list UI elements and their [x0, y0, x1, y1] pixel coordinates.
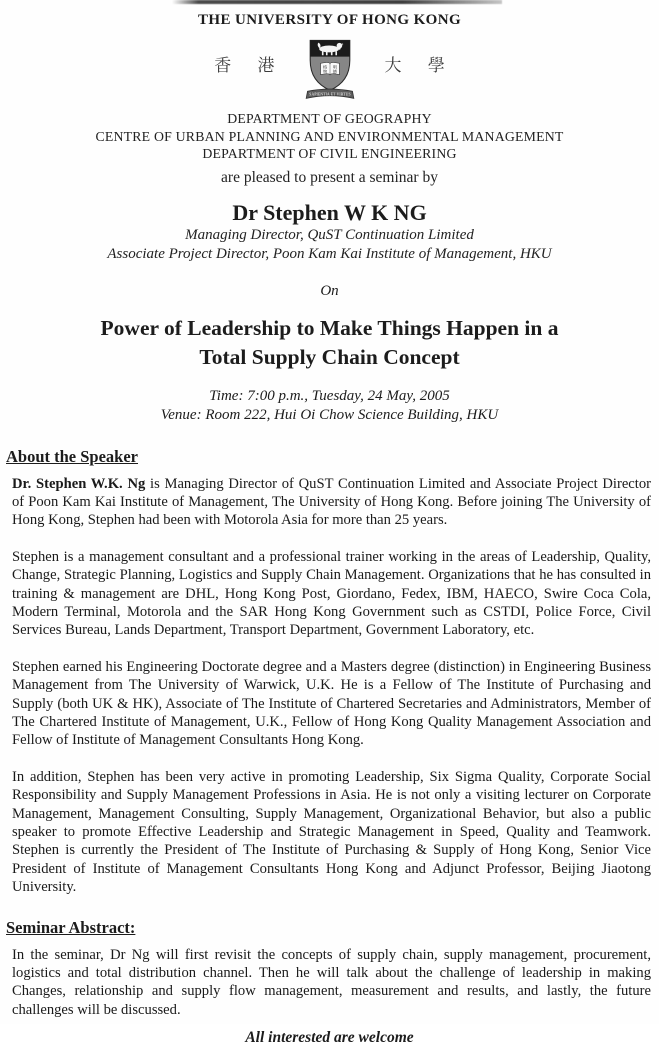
- about-paragraph-2: Stephen is a management consultant and a professional trainer working in the areas of Leadership, Quality, Change, Strategic Planning, Logistics and Supply Chain Management. Organizations that he has consulted in training & management are DHL, Hong Kong Post, Giordano, Fedex, IBM, HAECO, Swire Coca Cola, Modern Terminal, Motorola and the SAR Hong Kong Government such as CSTDI, Police Force, Civil Services Bureau, Lands Department, Transport Department, Government Laboratory, etc.: [12, 548, 651, 639]
- seminar-venue: Venue: Room 222, Hui Oi Chow Science Building, HKU: [160, 407, 499, 423]
- book-char-right-top: 明: [332, 64, 337, 70]
- department-civil-engineering: DEPARTMENT OF CIVIL ENGINEERING: [202, 146, 457, 161]
- speaker-title-2: Associate Project Director, Poon Kam Kai Institute of Management, HKU: [107, 245, 552, 262]
- crest-row: [6, 35, 653, 109]
- seminar-abstract-heading: Seminar Abstract:: [6, 917, 136, 937]
- about-paragraph-1-text: is Managing Director of QuST Continuation Limited and Associate Project Director of Poon Kam Kai Institute of Management, The University of Hong Kong. Before joining The University of Hong Kong, Stephen had been with Motorola Asia for more than 25 years.: [12, 475, 651, 529]
- department-geography: DEPARTMENT OF GEOGRAPHY: [227, 111, 432, 126]
- open-book-icon: [320, 63, 339, 75]
- seminar-title-line1: Power of Leadership to Make Things Happen in a: [100, 315, 559, 340]
- scan-artifact-smudge: [172, 0, 502, 4]
- motto-ribbon: [306, 89, 354, 98]
- book-char-left-top: 格: [322, 64, 327, 70]
- about-speaker-heading: About the Speaker: [6, 446, 139, 466]
- book-char-left-bottom: 物: [322, 69, 327, 75]
- about-paragraph-1: [6, 475, 653, 530]
- on-word: On: [320, 282, 339, 299]
- about-paragraph-4: In addition, Stephen has been very active in promoting Leadership, Six Sigma Quality, Corporate Social Responsibility and Supply Management Professions in Asia. He is not only a visiting lecturer on Corporate Management, Management Consulting, Supply Management, Organizational Behavior, but also a public speaker to promote Effective Leadership and Strategic Management in Speed, Quality and Teamwork. Stephen is currently the President of The Institute of Purchasing & Supply of Hong Kong, Senior Vice President of Institute of Management Consultants Hong Kong and Adjunct Professor, Beijing Jiaotong University.: [12, 768, 651, 896]
- abstract-paragraph: In the seminar, Dr Ng will first revisit the concepts of supply chain, supply management, procurement, logistics and total distribution channel. Then he will talk about the challenge of leadership in making Changes, relationship and supply flow management, measurement and results, and lastly, the future challenges will be discussed.: [12, 946, 651, 1018]
- speaker-name-bold: Dr. Stephen W.K. Ng: [12, 475, 146, 492]
- about-paragraph-3: Stephen earned his Engineering Doctorate degree and a Masters degree (distinction) in Engineering Business Management from The University of Warwick, U.K. He is a Fellow of The Institute of Purchasing and Supply (both UK & HK), Associate of The Institute of Chartered Secretaries and Administrators, Member of The Chartered Institute of Management, U.K., Fellow of Hong Kong Quality Management Association and Fellow of Institute of Management Consultants Hong Kong.: [12, 658, 651, 749]
- presents-line: are pleased to present a seminar by: [221, 168, 438, 186]
- university-name: THE UNIVERSITY OF HONG KONG: [197, 12, 462, 28]
- hku-crest-icon: [301, 35, 359, 107]
- speaker-title-1: Managing Director, QuST Continuation Limited: [185, 226, 474, 243]
- chinese-name-right: 大 學: [384, 56, 445, 75]
- department-urban-planning: CENTRE OF URBAN PLANNING AND ENVIRONMENTAL MANAGEMENT: [95, 128, 564, 144]
- speaker-name: Dr Stephen W K NG: [232, 199, 427, 225]
- book-char-right-bottom: 德: [332, 69, 337, 75]
- seminar-title-line2: Total Supply Chain Concept: [199, 344, 460, 369]
- department-list: [6, 110, 653, 163]
- chinese-name-left: 香 港: [214, 56, 275, 75]
- seminar-title: [6, 314, 653, 372]
- welcome-line: All interested are welcome: [245, 1029, 414, 1047]
- seminar-time: Time: 7:00 p.m., Tuesday, 24 May, 2005: [209, 387, 450, 404]
- crest-motto: SAPIENTIA ET VIRTUS: [308, 92, 351, 97]
- time-venue-block: [6, 387, 653, 426]
